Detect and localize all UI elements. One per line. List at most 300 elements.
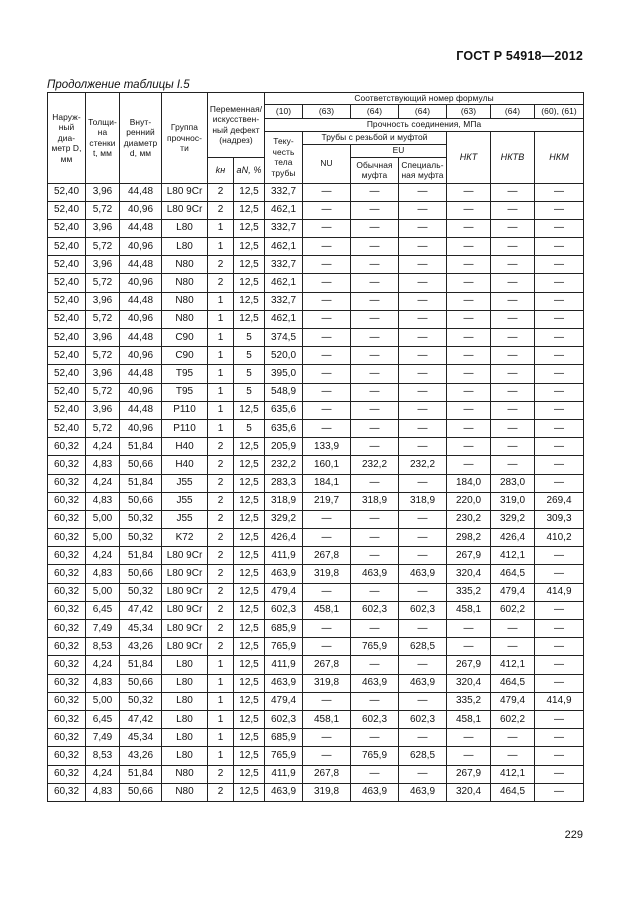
table-cell: — [491,419,535,437]
table-cell: 4,83 [86,492,120,510]
table-cell: — [447,620,491,638]
table-cell: — [351,238,399,256]
table-cell: — [303,529,351,547]
table-cell: 283,3 [265,474,303,492]
table-cell: — [351,274,399,292]
strength-header: Прочность соединения, МПа [265,118,584,131]
table-cell: 50,32 [120,510,162,528]
table-cell: 628,5 [399,747,447,765]
table-row [48,565,584,583]
table-cell: — [447,347,491,365]
table-row [48,401,584,419]
table-cell: 60,32 [48,474,86,492]
table-cell: — [535,183,584,201]
table-cell: C90 [162,329,208,347]
table-cell: 60,32 [48,620,86,638]
table-cell: 50,66 [120,456,162,474]
table-cell: — [535,292,584,310]
table-cell: 464,5 [491,674,535,692]
table-cell: — [303,419,351,437]
table-cell: 5,72 [86,238,120,256]
table-cell: L80 [162,692,208,710]
table-cell: 219,7 [303,492,351,510]
table-cell: 12,5 [234,747,265,765]
table-cell: 44,48 [120,183,162,201]
table-cell: 335,2 [447,583,491,601]
table-cell: 458,1 [303,710,351,728]
table-cell: 40,96 [120,238,162,256]
table-cell: 414,9 [535,692,584,710]
table-cell: — [447,219,491,237]
table-cell: 1 [208,747,234,765]
table-cell: 2 [208,583,234,601]
table-cell: 52,40 [48,238,86,256]
table-cell: 464,5 [491,565,535,583]
table-cell: 2 [208,565,234,583]
table-cell: 319,8 [303,783,351,801]
table-cell: 298,2 [447,529,491,547]
table-cell: 60,32 [48,456,86,474]
table-cell: 1 [208,219,234,237]
table-cell: 548,9 [265,383,303,401]
table-cell: — [447,310,491,328]
table-cell: 5,00 [86,583,120,601]
col-defect-label: Переменная/ искусствен- ный дефект (надрез) [209,103,263,146]
table-cell: 12,5 [234,438,265,456]
table-cell: — [399,547,447,565]
table-cell: — [399,620,447,638]
col-special-coupling-label: Специаль- ная муфта [401,159,444,180]
table-cell: 184,1 [303,474,351,492]
table-cell: P110 [162,419,208,437]
table-cell: — [447,638,491,656]
table-cell: — [399,765,447,783]
table-cell: — [399,474,447,492]
table-cell: — [491,401,535,419]
table-cell: 5,72 [86,310,120,328]
table-cell: — [303,183,351,201]
table-cell: — [303,329,351,347]
table-cell: — [351,547,399,565]
table-cell: — [351,365,399,383]
table-cell: 1 [208,692,234,710]
table-cell: — [399,201,447,219]
col-body-yield [265,131,303,183]
table-cell: 309,3 [535,510,584,528]
table-cell: 40,96 [120,310,162,328]
table-cell: 44,48 [120,219,162,237]
table-cell: — [447,419,491,437]
table-cell: 479,4 [265,692,303,710]
table-cell: 12,5 [234,401,265,419]
table-row [48,729,584,747]
table-cell: 60,32 [48,547,86,565]
table-cell: 12,5 [234,710,265,728]
table-cell: 412,1 [491,547,535,565]
table-cell: 2 [208,492,234,510]
table-cell: 50,66 [120,565,162,583]
table-cell: 60,32 [48,492,86,510]
col-outer-diameter-label: Наруж- ный диа- метр D, мм [51,111,82,164]
table-cell: — [351,219,399,237]
table-row [48,438,584,456]
table-cell: L80 9Cr [162,183,208,201]
table-cell: 2 [208,547,234,565]
col-nu: NU [303,144,351,183]
table-cell: — [491,310,535,328]
table-cell: 2 [208,783,234,801]
table-cell: 5,72 [86,419,120,437]
table-cell: 4,83 [86,565,120,583]
table-cell: 411,9 [265,765,303,783]
table-cell: — [491,365,535,383]
table-row [48,529,584,547]
table-cell: J55 [162,510,208,528]
table-cell: — [399,510,447,528]
table-cell: — [491,383,535,401]
table-cell: T95 [162,365,208,383]
table-cell: — [535,747,584,765]
table-cell: — [535,329,584,347]
table-cell: 2 [208,510,234,528]
table-cell: 267,9 [447,656,491,674]
table-cell: 51,84 [120,474,162,492]
table-cell: 12,5 [234,510,265,528]
table-cell: L80 9Cr [162,565,208,583]
table-cell: — [351,438,399,456]
formula-64-b: (64) [399,104,447,118]
table-cell: N80 [162,256,208,274]
col-regular-coupling-label: Обычная муфта [356,159,393,180]
table-cell: — [303,747,351,765]
table-cell: — [303,201,351,219]
table-cell: N80 [162,783,208,801]
table-cell: 2 [208,201,234,219]
table-cell: — [303,383,351,401]
table-cell: — [399,219,447,237]
table-cell: — [535,638,584,656]
table-cell: 602,3 [399,601,447,619]
table-cell: 50,32 [120,529,162,547]
table-cell: 40,96 [120,201,162,219]
col-wall-thickness [86,93,120,184]
table-cell: 8,53 [86,747,120,765]
table-cell: — [351,620,399,638]
table-cell: L80 [162,238,208,256]
table-cell: 462,1 [265,310,303,328]
table-cell: — [535,710,584,728]
table-row [48,765,584,783]
table-row [48,547,584,565]
table-cell: 5,00 [86,510,120,528]
table-cell: 45,34 [120,729,162,747]
table-cell: 1 [208,419,234,437]
table-cell: 332,7 [265,292,303,310]
table-cell: L80 [162,710,208,728]
table-cell: 184,0 [447,474,491,492]
table-cell: 458,1 [447,710,491,728]
table-cell: 52,40 [48,383,86,401]
table-row [48,365,584,383]
table-cell: 50,66 [120,674,162,692]
table-cell: — [399,292,447,310]
data-table [47,92,584,802]
table-cell: 60,32 [48,765,86,783]
table-cell: 410,2 [535,529,584,547]
threaded-header: Трубы с резьбой и муфтой [303,131,447,144]
table-cell: 463,9 [351,674,399,692]
table-cell: 60,32 [48,729,86,747]
table-cell: — [491,747,535,765]
table-cell: — [535,674,584,692]
table-cell: 60,32 [48,565,86,583]
table-cell: 50,32 [120,692,162,710]
table-cell: 50,66 [120,783,162,801]
table-cell: 332,7 [265,219,303,237]
col-nktv: НКТВ [491,131,535,183]
table-cell: 12,5 [234,638,265,656]
col-body-yield-label: Теку- честь тела трубы [271,136,296,178]
table-cell: 12,5 [234,310,265,328]
table-cell: 60,32 [48,747,86,765]
table-cell: 329,2 [491,510,535,528]
table-cell: — [491,438,535,456]
table-cell: J55 [162,492,208,510]
col-inner-diameter [120,93,162,184]
table-row [48,492,584,510]
table-cell: — [535,201,584,219]
table-cell: L80 9Cr [162,620,208,638]
col-strength-group-label: Группа прочнос- ти [166,122,203,153]
col-an: aN, % [234,157,265,183]
table-cell: — [535,383,584,401]
table-cell: — [535,620,584,638]
table-row [48,710,584,728]
table-cell: 374,5 [265,329,303,347]
table-cell: 5 [234,419,265,437]
table-row [48,583,584,601]
table-cell: 332,7 [265,256,303,274]
table-cell: 1 [208,329,234,347]
table-cell: — [303,510,351,528]
table-cell: 602,3 [351,710,399,728]
table-cell: — [351,329,399,347]
table-cell: N80 [162,765,208,783]
table-cell: — [351,529,399,547]
table-cell: 685,9 [265,729,303,747]
table-cell: 463,9 [351,565,399,583]
table-cell: 220,0 [447,492,491,510]
formula-number-header: Соответствующий номер формулы [265,93,584,105]
table-cell: — [351,183,399,201]
table-cell: 479,4 [491,583,535,601]
table-cell: — [535,365,584,383]
table-row [48,292,584,310]
table-cell: 3,96 [86,219,120,237]
table-cell: — [399,656,447,674]
table-cell: N80 [162,310,208,328]
table-cell: 628,5 [399,638,447,656]
table-cell: — [303,310,351,328]
table-cell: 52,40 [48,219,86,237]
table-cell: — [447,747,491,765]
table-cell: 40,96 [120,347,162,365]
col-nkt: НКТ [447,131,491,183]
table-cell: 2 [208,183,234,201]
table-cell: L80 9Cr [162,547,208,565]
table-cell: 47,42 [120,710,162,728]
table-cell: 51,84 [120,547,162,565]
table-cell: 12,5 [234,183,265,201]
table-cell: 269,4 [535,492,584,510]
table-cell: 318,9 [351,492,399,510]
table-cell: 319,8 [303,565,351,583]
table-cell: N80 [162,274,208,292]
table-cell: L80 9Cr [162,638,208,656]
table-cell: — [399,256,447,274]
table-head [48,93,584,184]
table-cell: 320,4 [447,783,491,801]
table-cell: 52,40 [48,419,86,437]
table-cell: 12,5 [234,674,265,692]
table-cell: — [399,238,447,256]
table-cell: 320,4 [447,565,491,583]
table-cell: — [303,620,351,638]
table-cell: J55 [162,474,208,492]
table-row [48,256,584,274]
table-cell: 44,48 [120,256,162,274]
table-cell: — [447,201,491,219]
table-cell: 458,1 [447,601,491,619]
table-cell: 5 [234,329,265,347]
table-cell: 267,8 [303,656,351,674]
formula-60-61: (60), (61) [535,104,584,118]
table-cell: 414,9 [535,583,584,601]
table-cell: 5,72 [86,201,120,219]
table-cell: 463,9 [265,674,303,692]
table-cell: — [303,274,351,292]
table-cell: 602,2 [491,710,535,728]
table-cell: — [303,692,351,710]
table-cell: 3,96 [86,365,120,383]
table-cell: 52,40 [48,329,86,347]
table-cell: 12,5 [234,656,265,674]
table-cell: — [535,310,584,328]
table-cell: 12,5 [234,292,265,310]
table-cell: — [491,329,535,347]
table-cell: — [535,401,584,419]
table-cell: H40 [162,438,208,456]
table-row [48,474,584,492]
table-cell: 7,49 [86,620,120,638]
table-cell: — [447,292,491,310]
table-cell: — [491,219,535,237]
table-cell: — [303,729,351,747]
table-cell: 765,9 [265,638,303,656]
table-cell: — [351,292,399,310]
table-cell: — [399,692,447,710]
table-row [48,510,584,528]
table-cell: 232,2 [351,456,399,474]
table-cell: 40,96 [120,274,162,292]
table-cell: — [491,183,535,201]
table-cell: 12,5 [234,583,265,601]
table-cell: — [535,565,584,583]
table-row [48,674,584,692]
formula-10: (10) [265,104,303,118]
table-cell: 4,83 [86,783,120,801]
table-cell: 520,0 [265,347,303,365]
table-cell: — [535,474,584,492]
table-cell: 50,66 [120,492,162,510]
table-row [48,692,584,710]
table-cell: 4,83 [86,456,120,474]
table-row [48,656,584,674]
table-cell: 12,5 [234,456,265,474]
table-cell: 2 [208,601,234,619]
col-strength-group [162,93,208,184]
table-row [48,456,584,474]
table-body [48,183,584,801]
table-cell: — [399,729,447,747]
table-cell: 463,9 [265,565,303,583]
table-cell: 60,32 [48,583,86,601]
table-cell: — [535,256,584,274]
table-cell: N80 [162,292,208,310]
table-cell: 458,1 [303,601,351,619]
table-cell: 60,32 [48,783,86,801]
table-cell: 12,5 [234,765,265,783]
table-cell: — [399,583,447,601]
table-cell: — [491,238,535,256]
table-cell: — [535,547,584,565]
table-cell: 602,3 [265,601,303,619]
table-cell: 12,5 [234,692,265,710]
table-cell: 4,24 [86,547,120,565]
table-cell: 60,32 [48,710,86,728]
table-cell: 2 [208,456,234,474]
table-cell: — [303,583,351,601]
table-cell: 2 [208,438,234,456]
table-cell: 44,48 [120,329,162,347]
table-cell: 12,5 [234,474,265,492]
table-cell: — [447,383,491,401]
table-cell: — [447,329,491,347]
table-cell: — [399,329,447,347]
table-cell: — [447,401,491,419]
table-cell: — [491,620,535,638]
table-cell: 395,0 [265,365,303,383]
table-cell: C90 [162,347,208,365]
table-cell: 318,9 [265,492,303,510]
table-cell: 44,48 [120,292,162,310]
table-cell: — [351,729,399,747]
table-row [48,601,584,619]
table-cell: L80 9Cr [162,201,208,219]
table-row [48,274,584,292]
table-cell: 602,3 [265,710,303,728]
table-cell: — [535,219,584,237]
table-cell: — [351,347,399,365]
table-cell: — [303,256,351,274]
formula-63-b: (63) [447,104,491,118]
table-cell: 40,96 [120,419,162,437]
table-cell: 51,84 [120,656,162,674]
table-cell: 1 [208,656,234,674]
table-cell: L80 9Cr [162,583,208,601]
table-cell: 463,9 [265,783,303,801]
table-cell: 765,9 [351,638,399,656]
